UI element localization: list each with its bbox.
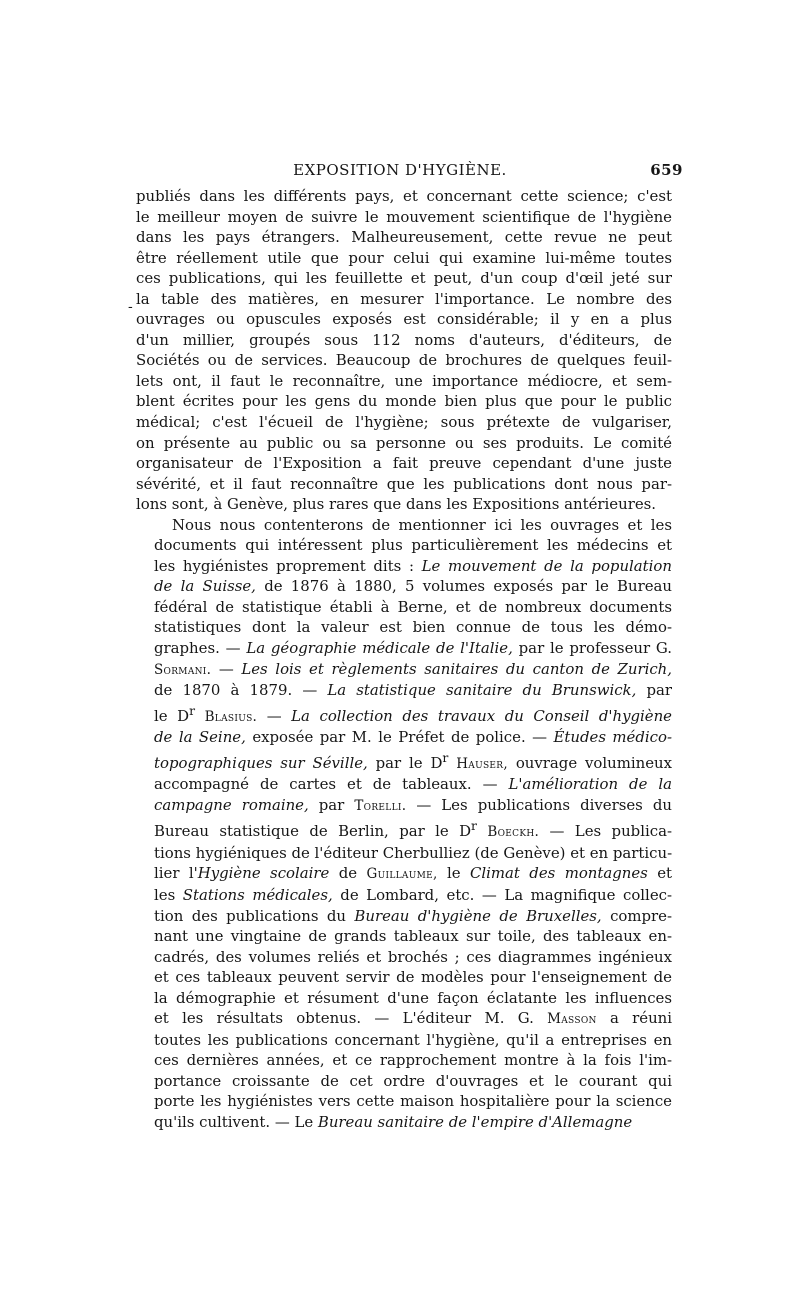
text-run: accompagné de cartes et de tableaux. — xyxy=(154,775,509,794)
text-line xyxy=(136,659,672,681)
italic-title: Stations médicales, xyxy=(182,885,333,904)
text-line xyxy=(136,947,672,968)
superscript: r xyxy=(189,702,196,718)
text-run: cadrés, des volumes reliés et brochés ; ces diagrammes ingénieux xyxy=(154,947,672,966)
text-run: ces dernières années, et ce rapprochement montre à la fois l'im- xyxy=(154,1051,672,1070)
text-line xyxy=(136,309,672,330)
text-line xyxy=(136,727,672,748)
text-run: la table des matières, en mesurer l'importance. Le nombre des xyxy=(136,289,672,308)
text-run: ouvrage volumineux xyxy=(507,753,672,772)
text-run: fédéral de statistique établi à Berne, et de nombreux documents xyxy=(154,597,672,616)
text-line xyxy=(136,988,672,1009)
text-run: médical; c'est l'écueil de l'hygiène; sous prétexte de vulgariser, xyxy=(136,413,672,432)
italic-title: de la Suisse, xyxy=(154,577,256,596)
text-run: graphes. — xyxy=(154,639,247,658)
text-run: les xyxy=(154,885,183,904)
italic-title: La statistique sanitaire du Brunswick, xyxy=(327,681,637,700)
text-line xyxy=(136,248,672,269)
text-line xyxy=(136,1091,672,1112)
italic-title: Bureau sanitaire de l'empire d'Allemagne xyxy=(317,1112,633,1131)
text-run: de Lombard, etc. — La magnifique collec- xyxy=(332,885,673,904)
text-run: — xyxy=(257,706,292,725)
text-run: tion des publications du xyxy=(154,906,355,925)
text-line xyxy=(136,289,672,310)
italic-title: Les lois et règlements sanitaires du canton de Zurich, xyxy=(241,659,673,678)
text-run: le D xyxy=(154,706,190,725)
text-line xyxy=(136,926,672,947)
text-run: ouvrages ou opuscules exposés est considérable; il y en a plus xyxy=(136,310,672,329)
text-line xyxy=(136,906,672,927)
italic-title: La géographie médicale de l'Italie, xyxy=(246,639,513,658)
text-run: nant une vingtaine de grands tableaux sur toile, des tableaux en- xyxy=(154,927,672,946)
author-name: Masson xyxy=(547,1011,597,1028)
text-line xyxy=(136,795,672,817)
text-run: sévérité, et il faut reconnaître que les publications dont nous par- xyxy=(136,474,672,493)
text-run: toutes les publications concernant l'hygiène, qu'il a entreprises en xyxy=(154,1030,672,1049)
text-line xyxy=(136,371,672,392)
author-name: Guillaume, xyxy=(366,866,438,883)
text-line xyxy=(136,1071,672,1092)
text-line xyxy=(136,748,672,775)
text-line xyxy=(136,186,672,207)
text-line xyxy=(136,638,672,659)
text-run: lets ont, il faut le reconnaître, une importance médiocre, et sem- xyxy=(136,371,672,390)
text-run xyxy=(195,707,205,725)
text-run: Sociétés ou de services. Beaucoup de brochures de quelques feuil- xyxy=(136,351,672,370)
superscript: r xyxy=(471,818,477,834)
text-run: d'un millier, groupés sous 112 noms d'auteurs, d'éditeurs, de xyxy=(136,330,672,349)
text-line xyxy=(136,1030,672,1051)
text-line xyxy=(136,774,672,795)
text-line xyxy=(136,967,672,988)
page-header xyxy=(0,158,800,184)
text-run xyxy=(477,822,487,840)
margin-mark: - xyxy=(128,299,133,315)
text-line xyxy=(136,556,672,577)
text-line xyxy=(136,1050,672,1071)
paragraph xyxy=(136,186,672,515)
text-run: dans les pays étrangers. Malheureusement, cette revue ne peut xyxy=(136,228,672,247)
text-line xyxy=(136,350,672,371)
italic-title: L'amélioration de la xyxy=(508,775,673,794)
text-line xyxy=(136,433,672,454)
text-run: — Les publications diverses du xyxy=(406,795,672,814)
text-run: de 1876 à 1880, 5 volumes exposés par le Bureau xyxy=(255,577,672,596)
paragraph xyxy=(136,515,672,1133)
text-run: et xyxy=(647,864,673,883)
text-run: la démographie et résument d'une façon éclatante les influences xyxy=(154,988,672,1007)
italic-title: campagne romaine, xyxy=(154,795,309,814)
text-run: lons sont, à Genève, plus rares que dans les Expositions antérieures. xyxy=(136,495,657,514)
italic-title: Bureau d'hygiène de Bruxelles, xyxy=(354,906,602,925)
text-line xyxy=(136,863,672,885)
author-name: Blasius. xyxy=(204,708,258,725)
text-line xyxy=(136,680,672,701)
text-run: par xyxy=(636,681,672,700)
text-line xyxy=(136,701,672,728)
text-run: qu'ils cultivent. — Le xyxy=(154,1112,318,1131)
text-run: lier l' xyxy=(154,864,198,883)
text-run: Bureau statistique de Berlin, par le D xyxy=(154,822,472,841)
text-line xyxy=(136,597,672,618)
text-line xyxy=(136,843,672,864)
text-run: statistiques dont la valeur est bien connue de tous les démo- xyxy=(154,618,672,637)
text-line xyxy=(136,1112,672,1133)
italic-title: de la Seine, xyxy=(154,728,246,747)
page-number: 659 xyxy=(650,161,683,179)
text-run: organisateur de l'Exposition a fait preuve cependant d'une juste xyxy=(136,454,672,473)
running-title: EXPOSITION D'HYGIÈNE. xyxy=(293,161,507,179)
superscript: r xyxy=(442,749,449,765)
body-text xyxy=(136,186,672,1133)
text-run: de xyxy=(329,864,367,883)
text-run: et ces tableaux peuvent servir de modèles pour l'enseignement de xyxy=(154,968,672,987)
italic-title: La collection des travaux du Conseil d'hygiène xyxy=(291,706,672,725)
text-run: ces publications, qui les feuillette et peut, d'un coup d'œil jeté sur xyxy=(136,269,672,288)
text-run: par xyxy=(308,795,355,814)
text-run: porte les hygiénistes vers cette maison hospitalière pour la science xyxy=(154,1092,672,1111)
text-run: de 1870 à 1879. — xyxy=(154,681,328,700)
text-line xyxy=(136,576,672,597)
text-line xyxy=(136,330,672,351)
text-line xyxy=(136,391,672,412)
text-run: documents qui intéressent plus particulièrement les médecins et xyxy=(154,536,672,555)
author-name: Torelli. xyxy=(354,797,407,814)
text-run: être réellement utile que pour celui qui examine lui-même toutes xyxy=(136,248,672,267)
author-name: Hauser, xyxy=(456,755,508,772)
text-run: par le professeur G. xyxy=(512,639,672,658)
text-run: tions hygiéniques de l'éditeur Cherbulliez (de Genève) et en particu- xyxy=(154,843,673,862)
text-line xyxy=(136,207,672,228)
author-name: Sormani. xyxy=(154,661,212,678)
text-run: exposée par M. le Préfet de police. — xyxy=(245,728,554,747)
text-line xyxy=(136,1008,672,1030)
italic-title: Climat des montagnes xyxy=(469,864,648,883)
italic-title: topographiques sur Séville, xyxy=(154,753,368,772)
text-line xyxy=(136,268,672,289)
text-run: blent écrites pour les gens du monde bien plus que pour le public xyxy=(136,392,672,411)
text-run: — Les publica- xyxy=(539,822,672,841)
text-run: et les résultats obtenus. — L'éditeur M. G. xyxy=(154,1009,548,1028)
text-line xyxy=(136,474,672,495)
text-run: publiés dans les différents pays, et concernant cette science; c'est xyxy=(136,187,672,205)
text-line xyxy=(136,816,672,843)
text-line xyxy=(136,535,672,556)
text-run: Nous nous contenterons de mentionner ici les ouvrages et les xyxy=(172,515,672,534)
italic-title: Hygiène scolaire xyxy=(197,864,330,883)
text-run: — xyxy=(211,659,242,678)
text-line xyxy=(136,885,672,906)
text-run: par le D xyxy=(367,753,443,772)
text-line xyxy=(136,227,672,248)
text-line xyxy=(136,494,672,515)
text-run: on présente au public ou sa personne ou ses produits. Le comité xyxy=(136,433,672,452)
text-line xyxy=(136,453,672,474)
text-run: portance croissante de cet ordre d'ouvrages et le courant qui xyxy=(154,1071,672,1090)
text-run: a réuni xyxy=(596,1009,673,1028)
text-run: le meilleur moyen de suivre le mouvement scientifique de l'hygiène xyxy=(136,207,672,226)
text-line xyxy=(136,515,672,536)
text-line xyxy=(136,617,672,638)
author-name: Boeckh. xyxy=(487,824,540,841)
text-run: le xyxy=(437,864,470,883)
text-line xyxy=(136,412,672,433)
italic-title: Le mouvement de la population xyxy=(421,556,672,575)
italic-title: Études médico- xyxy=(553,728,672,747)
text-run: compre- xyxy=(601,906,673,925)
text-run: les hygiénistes proprement dits : xyxy=(154,556,422,575)
